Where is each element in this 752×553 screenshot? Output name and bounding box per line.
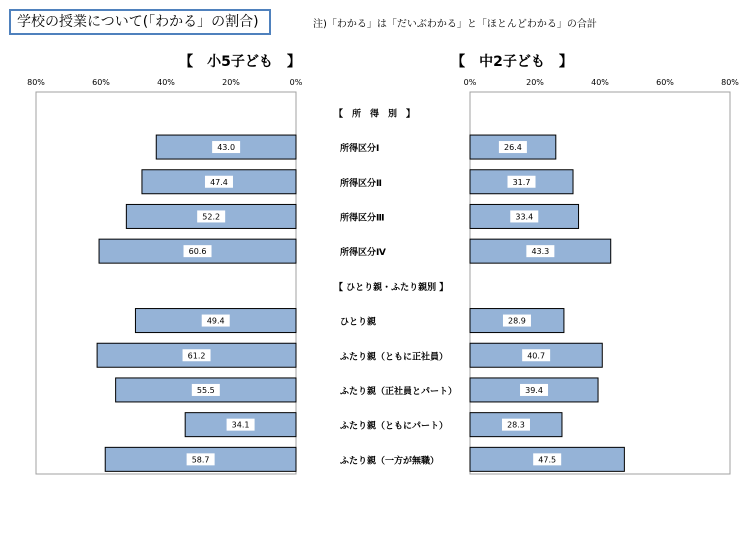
section-header-label: 【 ひとり親・ふたり親別 】: [334, 282, 449, 293]
left-value-label: 43.0: [217, 143, 236, 153]
left-value-label: 47.4: [210, 177, 228, 187]
left-tick-label: 40%: [157, 78, 175, 87]
left-value-label: 60.6: [188, 247, 207, 257]
right-tick-label: 0%: [463, 78, 477, 87]
right-value-label: 33.4: [515, 212, 534, 222]
left-chart-title: 【 小5子ども 】: [179, 54, 301, 70]
right-axis-ticks: [464, 78, 740, 87]
category-labels: [334, 107, 457, 466]
left-value-label: 61.2: [187, 351, 206, 361]
right-tick-label: 40%: [591, 78, 609, 87]
category-label: ふたり親（ともに正社員）: [340, 352, 449, 363]
left-value-label: 58.7: [191, 455, 210, 465]
left-tick-label: 0%: [289, 78, 303, 87]
right-tick-label: 60%: [656, 78, 674, 87]
left-value-label: 49.4: [206, 316, 225, 326]
right-value-label: 26.4: [503, 143, 522, 153]
left-axis-ticks: [27, 78, 303, 87]
category-label: 所得区分Ⅰ: [340, 144, 380, 155]
category-label: ふたり親（正社員とパート）: [340, 386, 458, 397]
category-label: ふたり親（一方が無職）: [340, 456, 440, 467]
left-tick-label: 20%: [222, 78, 240, 87]
right-tick-label: 20%: [526, 78, 544, 87]
right-value-label: 28.9: [508, 316, 526, 326]
category-label: 所得区分Ⅱ: [340, 178, 382, 189]
left-tick-label: 80%: [27, 78, 45, 87]
left-value-label: 55.5: [196, 385, 215, 395]
page-title: 学校の授業について(「わかる」の割合): [9, 9, 271, 35]
right-value-label: 47.5: [538, 455, 557, 465]
right-value-label: 39.4: [525, 385, 543, 395]
right-tick-label: 80%: [721, 78, 739, 87]
right-bars: [470, 135, 624, 471]
left-bars: [97, 135, 296, 471]
left-value-label: 34.1: [231, 420, 250, 430]
right-value-label: 31.7: [512, 177, 531, 187]
right-value-label: 43.3: [531, 247, 550, 257]
right-chart-title: 【 中2子ども 】: [451, 54, 573, 70]
right-value-label: 40.7: [527, 351, 546, 361]
category-label: 所得区分Ⅳ: [340, 248, 386, 259]
category-label: ひとり親: [340, 317, 377, 328]
chart-note: 注)「わかる」は「だいぶわかる」と「ほとんどわかる」の合計: [313, 19, 597, 30]
left-tick-label: 60%: [92, 78, 110, 87]
category-label: ふたり親（ともにパート）: [340, 421, 449, 432]
section-header-label: 【 所 得 別 】: [334, 109, 416, 120]
category-label: 所得区分Ⅲ: [340, 213, 385, 224]
right-value-label: 28.3: [507, 420, 525, 430]
left-value-label: 52.2: [202, 212, 221, 222]
